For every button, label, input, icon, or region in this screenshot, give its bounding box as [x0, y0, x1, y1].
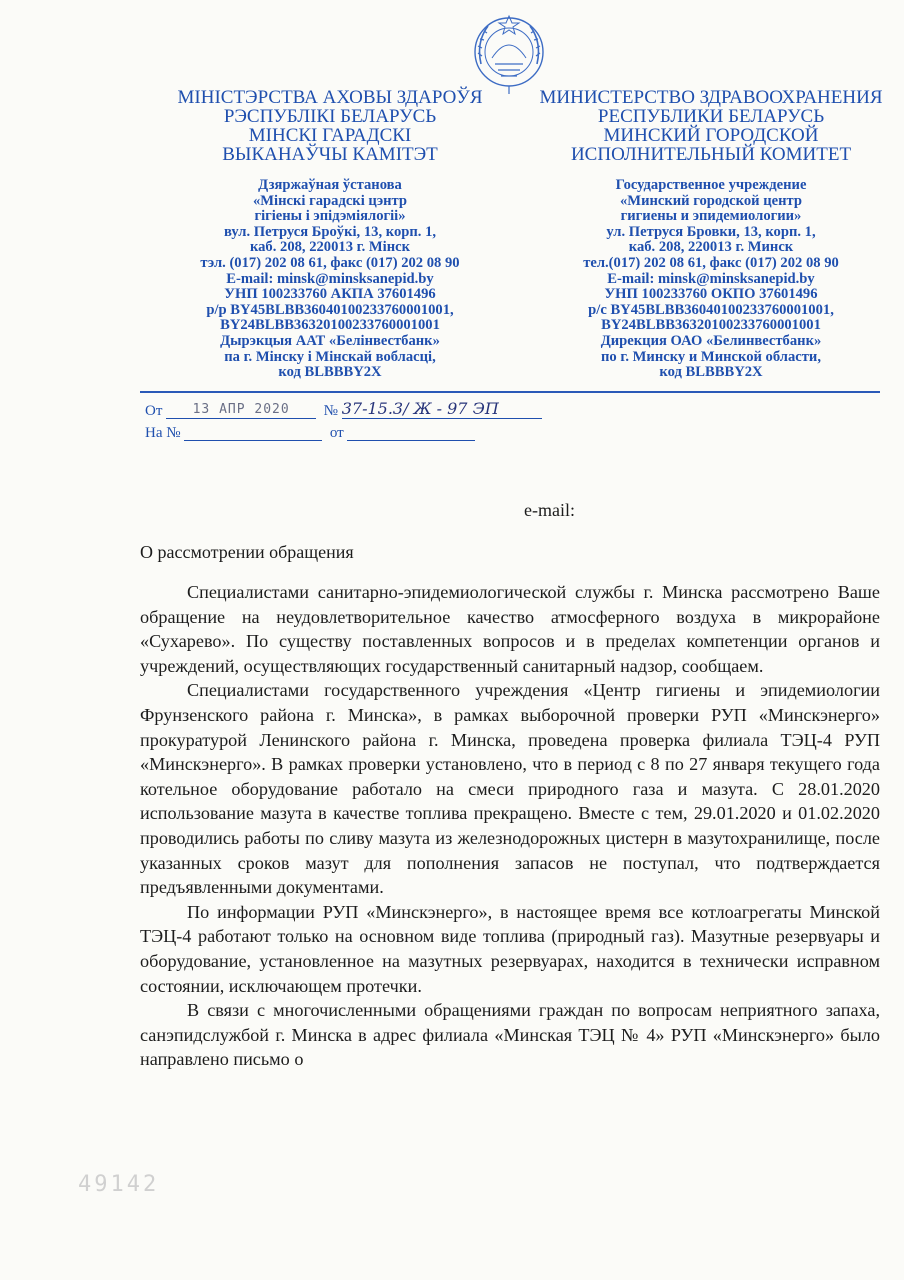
- ministry-name-by: МІНІСТЭРСТВА АХОВЫ ЗДАРОЎЯ РЭСПУБЛІКІ БЕЛАРУСЬ МІНСКІ ГАРАДСКІ ВЫКАНАЎЧЫ КАМІТЭТ: [177, 87, 483, 165]
- date-field: [166, 401, 316, 419]
- recipient-email: e-mail:: [524, 500, 575, 520]
- paragraph: Специалистами санитарно-эпидемиологической службы г. Минска рассмотрено Ваше обращение на неудовлетворительное качество атмосферного воздуха в микрорайоне «Сухарево». По существу поставленных вопросов и в пределах компетенции органов и учреждений, осуществляющих государственный санитарный надзор, сообщаем.: [140, 582, 880, 676]
- number-field: [342, 401, 542, 419]
- letter-body: [140, 580, 880, 1072]
- state-emblem-icon: [468, 12, 550, 96]
- paragraph: В связи с многочисленными обращениями граждан по вопросам неприятного запаха, санэпидслужбой г. Минска в адрес филиала «Минская ТЭЦ № 4» РУП «Минскэнерго» было направлено письмо о: [140, 1000, 880, 1070]
- paragraph: По информации РУП «Минскэнерго», в настоящее время все котлоагрегаты Минской ТЭЦ-4 работают только на основном виде топлива (природный газ). Мазутные резервуары и оборудование, установленное на мазутных резервуарах, находится в технически исправном состоянии, исключающем протечки.: [140, 901, 880, 996]
- institution-details-ru: Государственное учреждение «Минский городской центр гигиены и эпидемиологии» ул. Петруся Бровки, 13, корп. 1, каб. 208, 220013 г. Минск тел.(017) 202 08 61, факс (017) 202 08 90 E-mail: minsk@minsksanepid.by УНП 100233760 ОКПО 37601496 р/с BY45BLBB36040100233760001001, BY24BLBB36320100233760001001 Дирекция ОАО «Белинвестбанк» по г. Минску и Минской области, код BLBBBY2X: [583, 177, 839, 381]
- ref-date-field: [347, 424, 475, 441]
- incoming-ref-line: [145, 424, 475, 441]
- paragraph: Специалистами государственного учреждения «Центр гигиены и эпидемиологии Фрунзенского района г. Минска», в рамках выборочной проверки РУП «Минскэнерго» прокуратурой Ленинского района г. Минска, проведена проверка филиала ТЭЦ-4 РУП «Минскэнерго». В рамках проверки установлено, что в период с 8 по 27 января текущего года котельное оборудование работало на смеси природного газа и мазута. С 28.01.2020 использование мазута в качестве топлива прекращено. Вместе с тем, 29.01.2020 и 01.02.2020 проводились работы по сливу мазута из железнодорожных цистерн в мазутохранилище, после указанных сроков мазут для пополнения запасов не поступал, что подтверждается предъявленными документами.: [140, 680, 880, 898]
- header-left: [140, 88, 520, 381]
- header-divider: [140, 391, 880, 393]
- header-right: [530, 88, 892, 381]
- date-stamp: 13 АПР 2020: [192, 402, 290, 417]
- ministry-name-ru: МИНИСТЕРСТВО ЗДРАВООХРАНЕНИЯ РЕСПУБЛИКИ БЕЛАРУСЬ МИНСКИЙ ГОРОДСКОЙ ИСПОЛНИТЕЛЬНЫЙ КОМИТЕТ: [539, 87, 883, 165]
- letter-subject: О рассмотрении обращения: [140, 542, 354, 562]
- handwritten-number: 37-15.3/ Ж - 97 ЭП: [341, 399, 499, 418]
- ref-label: На №: [145, 425, 181, 441]
- ref-from-label: от: [329, 425, 344, 441]
- ref-number-field: [184, 424, 322, 441]
- faded-registration-number: 49142: [78, 1172, 160, 1197]
- number-label: №: [323, 403, 338, 419]
- outgoing-ref-line: [145, 401, 542, 419]
- institution-details-by: Дзяржаўная ўстанова «Мінскі гарадскі цэнтр гігіены і эпідэміялогіі» вул. Петруся Броўкі, 13, корп. 1, каб. 208, 220013 г. Мінск тэл. (017) 202 08 61, факс (017) 202 08 90 E-mail: minsk@minsksanepid.by УНП 100233760 АКПА 37601496 р/р BY45BLBB36040100233760001001, BY24BLBB36320100233760001001 Дырэкцыя ААТ «Белінвестбанк» па г. Мінску і Мінскай вобласці, код BLBBBY2X: [200, 177, 460, 381]
- from-label: От: [145, 403, 163, 419]
